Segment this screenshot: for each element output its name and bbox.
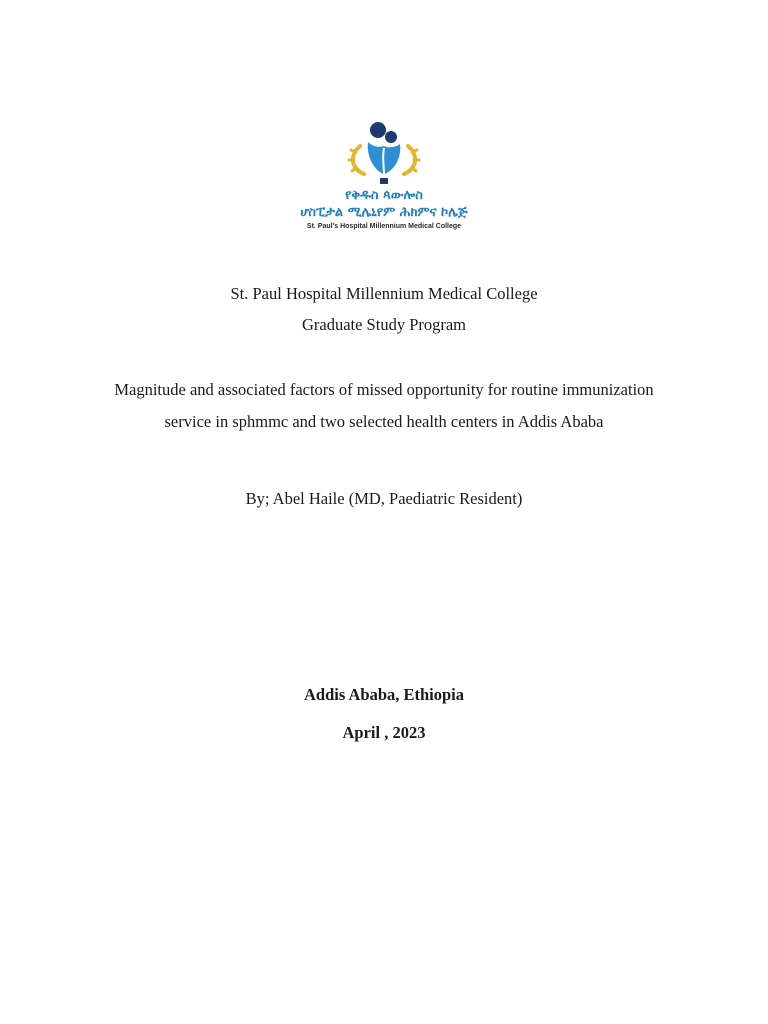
college-emblem-icon xyxy=(346,118,422,190)
college-logo xyxy=(272,118,496,238)
program-name: Graduate Study Program xyxy=(301,315,467,334)
child-head xyxy=(385,131,397,143)
institution-name: St. Paul Hospital Millennium Medical College xyxy=(230,284,538,303)
location: Addis Ababa, Ethiopia xyxy=(303,685,465,704)
thesis-title-line1: Magnitude and associated factors of missed opportunity for routine immunization xyxy=(114,380,654,399)
thesis-title-line2: service in sphmmc and two selected health centers in Addis Ababa xyxy=(164,412,604,431)
logo-amharic-line2: ሆስፒታል ሚሌኒየም ሕክምና ኮሌጅ xyxy=(300,205,468,220)
author-line: By; Abel Haile (MD, Paediatric Resident) xyxy=(245,489,523,508)
logo-amharic-line1: የቅዱስ ጳውሎስ xyxy=(345,188,423,203)
logo-english-name: St. Paul's Hospital Millennium Medical College xyxy=(306,223,462,230)
date: April , 2023 xyxy=(342,723,426,742)
parent-head xyxy=(370,122,386,138)
